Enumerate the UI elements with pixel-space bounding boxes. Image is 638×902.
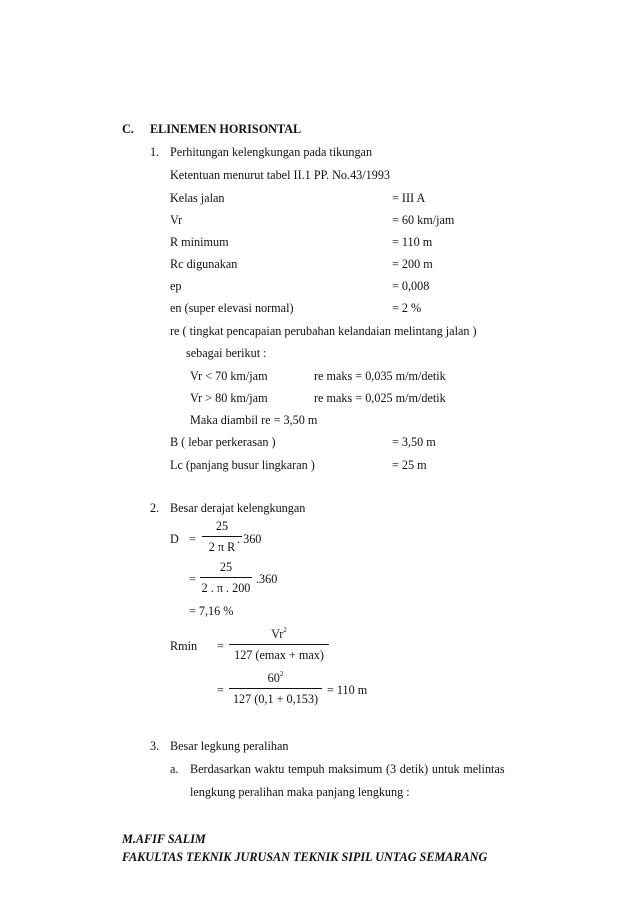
- item3-title: Besar legkung peralihan: [170, 739, 289, 753]
- param-value: = 25 m: [392, 458, 427, 472]
- re-condition: Vr < 70 km/jam: [190, 369, 268, 383]
- fraction-numerator: $60^2$: [267, 670, 284, 685]
- fraction-denominator: 127 (emax + max): [234, 648, 324, 662]
- item3-sub-line: Berdasarkan waktu tempuh maksimum (3 detik) untuk melintas: [190, 762, 505, 776]
- param-value: = 2 %: [392, 301, 422, 315]
- section-title: ELINEMEN HORISONTAL: [150, 122, 302, 136]
- rmin-label: Rmin: [170, 639, 198, 653]
- param-label: Lc (panjang busur lingkaran ): [170, 458, 315, 472]
- fraction-bar: [229, 688, 322, 689]
- re-condition: Vr > 80 km/jam: [190, 391, 268, 405]
- fraction-numerator: 25: [219, 560, 233, 574]
- re-choice: Maka diambil re = 3,50 m: [190, 413, 318, 427]
- param-value: = 60 km/jam: [392, 213, 455, 227]
- item3-sub-line: lengkung peralihan maka panjang lengkung :: [190, 785, 410, 799]
- param-label: B ( lebar perkerasan ): [170, 435, 276, 449]
- item1-number: 1.: [150, 145, 160, 159]
- fraction-denominator: 2 . π . 200: [201, 581, 251, 595]
- footer-author: M.AFIF SALIM: [122, 832, 206, 846]
- equals-sign: =: [217, 683, 224, 697]
- equals-sign: =: [189, 572, 196, 586]
- fraction-denominator: 2 π R: [208, 540, 236, 554]
- param-label: ep: [170, 279, 182, 293]
- equals-sign: =: [217, 639, 224, 653]
- fraction-tail: .360: [256, 572, 278, 586]
- fraction-numerator: 25: [215, 519, 229, 533]
- d-result: = 7,16 %: [189, 604, 234, 618]
- re-value: re maks = 0,035 m/m/detik: [314, 369, 446, 383]
- item2-title: Besar derajat kelengkungan: [170, 501, 306, 515]
- param-value: = III A: [392, 191, 426, 205]
- footer-institution: FAKULTAS TEKNIK JURUSAN TEKNIK SIPIL UNTAG SEMARANG: [122, 850, 488, 864]
- param-value: = 0,008: [392, 279, 430, 293]
- param-label: Kelas jalan: [170, 191, 225, 205]
- fraction-bar: [200, 577, 252, 578]
- param-label: en (super elevasi normal): [170, 301, 294, 315]
- fraction-tail: . 360: [237, 532, 262, 546]
- param-label: R minimum: [170, 235, 229, 249]
- item1-intro: Ketentuan menurut tabel II.1 PP. No.43/1993: [170, 168, 391, 182]
- fraction-bar: [202, 536, 242, 537]
- d-label: D: [170, 532, 179, 546]
- re-description: re ( tingkat pencapaian perubahan kelandaian melintang jalan ): [170, 324, 477, 338]
- fraction-numerator: Vr$^2$: [271, 626, 287, 641]
- param-value: = 200 m: [392, 257, 433, 271]
- section-letter: C.: [122, 122, 134, 136]
- fraction-bar: [229, 644, 329, 645]
- param-label: Vr: [170, 213, 183, 227]
- param-value: = 110 m: [392, 235, 433, 249]
- re-subtitle: sebagai berikut :: [186, 346, 267, 360]
- re-value: re maks = 0,025 m/m/detik: [314, 391, 446, 405]
- param-value: = 3,50 m: [392, 435, 436, 449]
- param-label: Rc digunakan: [170, 257, 238, 271]
- item3-number: 3.: [150, 739, 160, 753]
- rmin-result: = 110 m: [327, 683, 368, 697]
- item1-title: Perhitungan kelengkungan pada tikungan: [170, 145, 373, 159]
- item3-sub-letter: a.: [170, 762, 179, 776]
- equals-sign: =: [189, 532, 196, 546]
- fraction-denominator: 127 (0,1 + 0,153): [232, 692, 319, 706]
- item2-number: 2.: [150, 501, 160, 515]
